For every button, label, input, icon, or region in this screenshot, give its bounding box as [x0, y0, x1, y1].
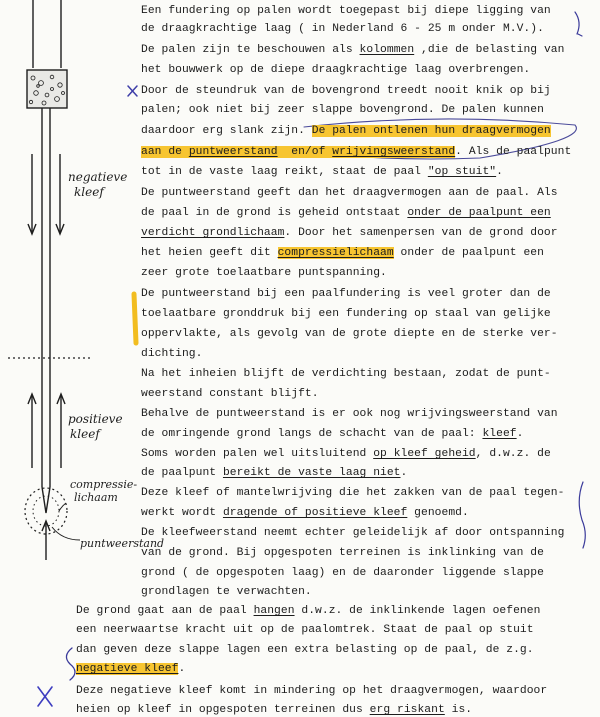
- text-segment: De palen zijn te beschouwen als: [141, 44, 360, 56]
- text-line: [141, 266, 387, 280]
- text-segment: onder de paalpunt een: [393, 247, 544, 259]
- text-segment: ,die de belasting van: [414, 44, 565, 56]
- text-line: [141, 427, 523, 441]
- text-segment: Deze negatieve kleef komt in mindering op het draagvermogen, waardoor: [76, 685, 548, 697]
- text-line: [141, 103, 544, 117]
- text-line: [76, 623, 534, 637]
- highlighted-text: compressielichaam: [277, 247, 394, 259]
- text-line: [76, 604, 540, 618]
- text-segment: d.w.z. de inklinkende lagen oefenen: [294, 605, 541, 617]
- label-line: kleef: [70, 427, 100, 441]
- text-line: [141, 367, 551, 381]
- text-segment: Soms worden palen wel uitsluitend: [141, 448, 374, 460]
- text-segment: .: [516, 428, 524, 440]
- text-line: [76, 684, 547, 698]
- text-segment: Behalve de puntweerstand is er ook nog wrijvingsweerstand van: [141, 408, 558, 420]
- label-line: compressie-: [70, 478, 138, 491]
- text-line: [141, 287, 551, 301]
- text-segment: zeer grote toelaatbare puntspanning.: [141, 267, 387, 279]
- text-line: [76, 703, 472, 717]
- underlined-text: onder de paalpunt een: [407, 207, 551, 219]
- text-segment: van de grond. Bij opgespoten terreinen is inklinking van de: [141, 547, 544, 559]
- text-segment: Na het inheien blijft de verdichting bestaan, zodat de punt-: [141, 368, 551, 380]
- text-segment: is.: [444, 704, 473, 716]
- text-segment: De puntweerstand bij een paalfundering is veel groter dan de: [141, 288, 551, 300]
- text-segment: oppervlakte, als gevolg van de grote diepte en de sterke ver-: [141, 328, 558, 340]
- text-segment: werkt wordt: [141, 507, 223, 519]
- text-line: [141, 226, 558, 240]
- text-segment: grondlagen te verwachten.: [141, 586, 312, 598]
- highlighted-text: wrijvingsweerstand: [332, 146, 456, 158]
- text-line: [141, 585, 312, 599]
- text-segment: weerstand constant blijft.: [141, 388, 319, 400]
- text-segment: het heien geeft dit: [141, 247, 278, 259]
- label-positieve-kleef: [68, 412, 123, 442]
- pile-sketch: [8, 0, 90, 560]
- label-line: positieve: [68, 412, 123, 426]
- text-line: [141, 526, 564, 540]
- text-segment: dan geven deze slappe lagen een extra belasting op de paal, de z.g.: [76, 644, 534, 656]
- text-segment: tot in de vaste laag reikt, staat de paal: [141, 166, 428, 178]
- text-segment: De puntweerstand geeft dan het draagvermogen aan de paal. Als: [141, 187, 558, 199]
- underlined-text: kolommen: [359, 44, 415, 56]
- text-line: [76, 662, 185, 676]
- label-negatieve-kleef: [68, 170, 127, 200]
- text-line: [141, 43, 564, 57]
- text-line: [141, 4, 551, 18]
- text-line: [141, 307, 551, 321]
- text-line: [141, 327, 558, 341]
- text-segment: .: [178, 663, 186, 675]
- underlined-text: verdicht grondlichaam: [141, 227, 285, 239]
- label-compressielichaam: [70, 478, 137, 504]
- underlined-text: "op stuit": [427, 166, 497, 178]
- label-puntweerstand: puntweerstand: [80, 537, 165, 550]
- text-segment: genoemd.: [407, 507, 469, 519]
- text-line: [141, 246, 544, 260]
- text-segment: het bouwwerk op de diepe draagkrachtige laag overbrengen.: [141, 64, 531, 76]
- underlined-text: kleef: [482, 428, 517, 440]
- highlighted-text: en/of: [277, 146, 333, 158]
- underlined-text: bereikt de vaste laag niet: [222, 467, 401, 479]
- highlighted-text: De palen ontlenen hun draagvermogen: [311, 125, 551, 137]
- text-line: [141, 22, 544, 36]
- text-line: [141, 186, 558, 200]
- underlined-text: dragende of positieve kleef: [222, 507, 408, 519]
- text-segment: Als de paalpunt: [462, 146, 572, 158]
- highlighted-text: negatieve kleef: [76, 663, 179, 675]
- text-line: [141, 447, 551, 461]
- text-segment: de omringende grond langs de schacht van de paal:: [141, 428, 483, 440]
- text-segment: Deze kleef of mantelwrijving die het zakken van de paal tegen-: [141, 487, 565, 499]
- text-line: [141, 407, 558, 421]
- label-line: lichaam: [74, 491, 118, 504]
- text-line: [141, 466, 407, 480]
- text-line: [141, 206, 551, 220]
- text-line: [141, 84, 551, 98]
- text-line: [141, 63, 530, 77]
- text-line: [141, 145, 571, 159]
- label-line: kleef: [74, 185, 104, 199]
- text-segment: heien op kleef in opgespoten terreinen dus: [76, 704, 370, 716]
- text-segment: de draagkrachtige laag ( in Nederland 6 - 25 m onder M.V.).: [141, 23, 544, 35]
- text-segment: de paal in de grond is geheid ontstaat: [141, 207, 408, 219]
- text-segment: .: [496, 166, 503, 178]
- text-segment: .: [455, 146, 463, 158]
- text-line: [141, 506, 469, 520]
- label-line: negatieve: [68, 170, 128, 184]
- highlighted-text: puntweerstand: [188, 146, 278, 158]
- highlighted-text: aan de: [141, 146, 189, 158]
- text-segment: . Door het samenpersen van de grond door: [284, 227, 558, 239]
- text-segment: grond ( de opgespoten laag) en de daaronder liggende slappe: [141, 567, 544, 579]
- text-line: [141, 546, 544, 560]
- underlined-text: hangen: [253, 605, 295, 617]
- text-segment: toelaatbare gronddruk bij een fundering op staal van gelijke: [141, 308, 551, 320]
- text-segment: een neerwaartse kracht uit op de paalomtrek. Staat de paal op stuit: [76, 624, 534, 636]
- text-line: [141, 486, 564, 500]
- text-segment: dichting.: [141, 348, 203, 360]
- underlined-text: op kleef geheid: [373, 448, 476, 460]
- text-line: [141, 347, 202, 361]
- text-segment: .: [400, 467, 408, 479]
- text-segment: De kleefweerstand neemt echter geleidelijk af door ontspanning: [141, 527, 565, 539]
- text-segment: daardoor erg slank zijn.: [141, 125, 312, 137]
- text-line: [141, 566, 544, 580]
- text-segment: de paalpunt: [141, 467, 223, 479]
- text-segment: De grond gaat aan de paal: [76, 605, 254, 617]
- text-segment: , d.w.z. de: [475, 448, 551, 460]
- text-segment: Door de steundruk van de bovengrond treedt nooit knik op bij: [141, 85, 551, 97]
- text-line: [141, 124, 551, 138]
- text-line: [141, 165, 503, 179]
- text-segment: Een fundering op palen wordt toegepast bij diepe ligging van: [141, 5, 551, 17]
- underlined-text: erg riskant: [369, 704, 445, 716]
- text-line: [141, 387, 319, 401]
- text-line: [76, 643, 534, 657]
- text-segment: palen; ook niet bij zeer slappe bovengrond. De palen kunnen: [141, 104, 544, 116]
